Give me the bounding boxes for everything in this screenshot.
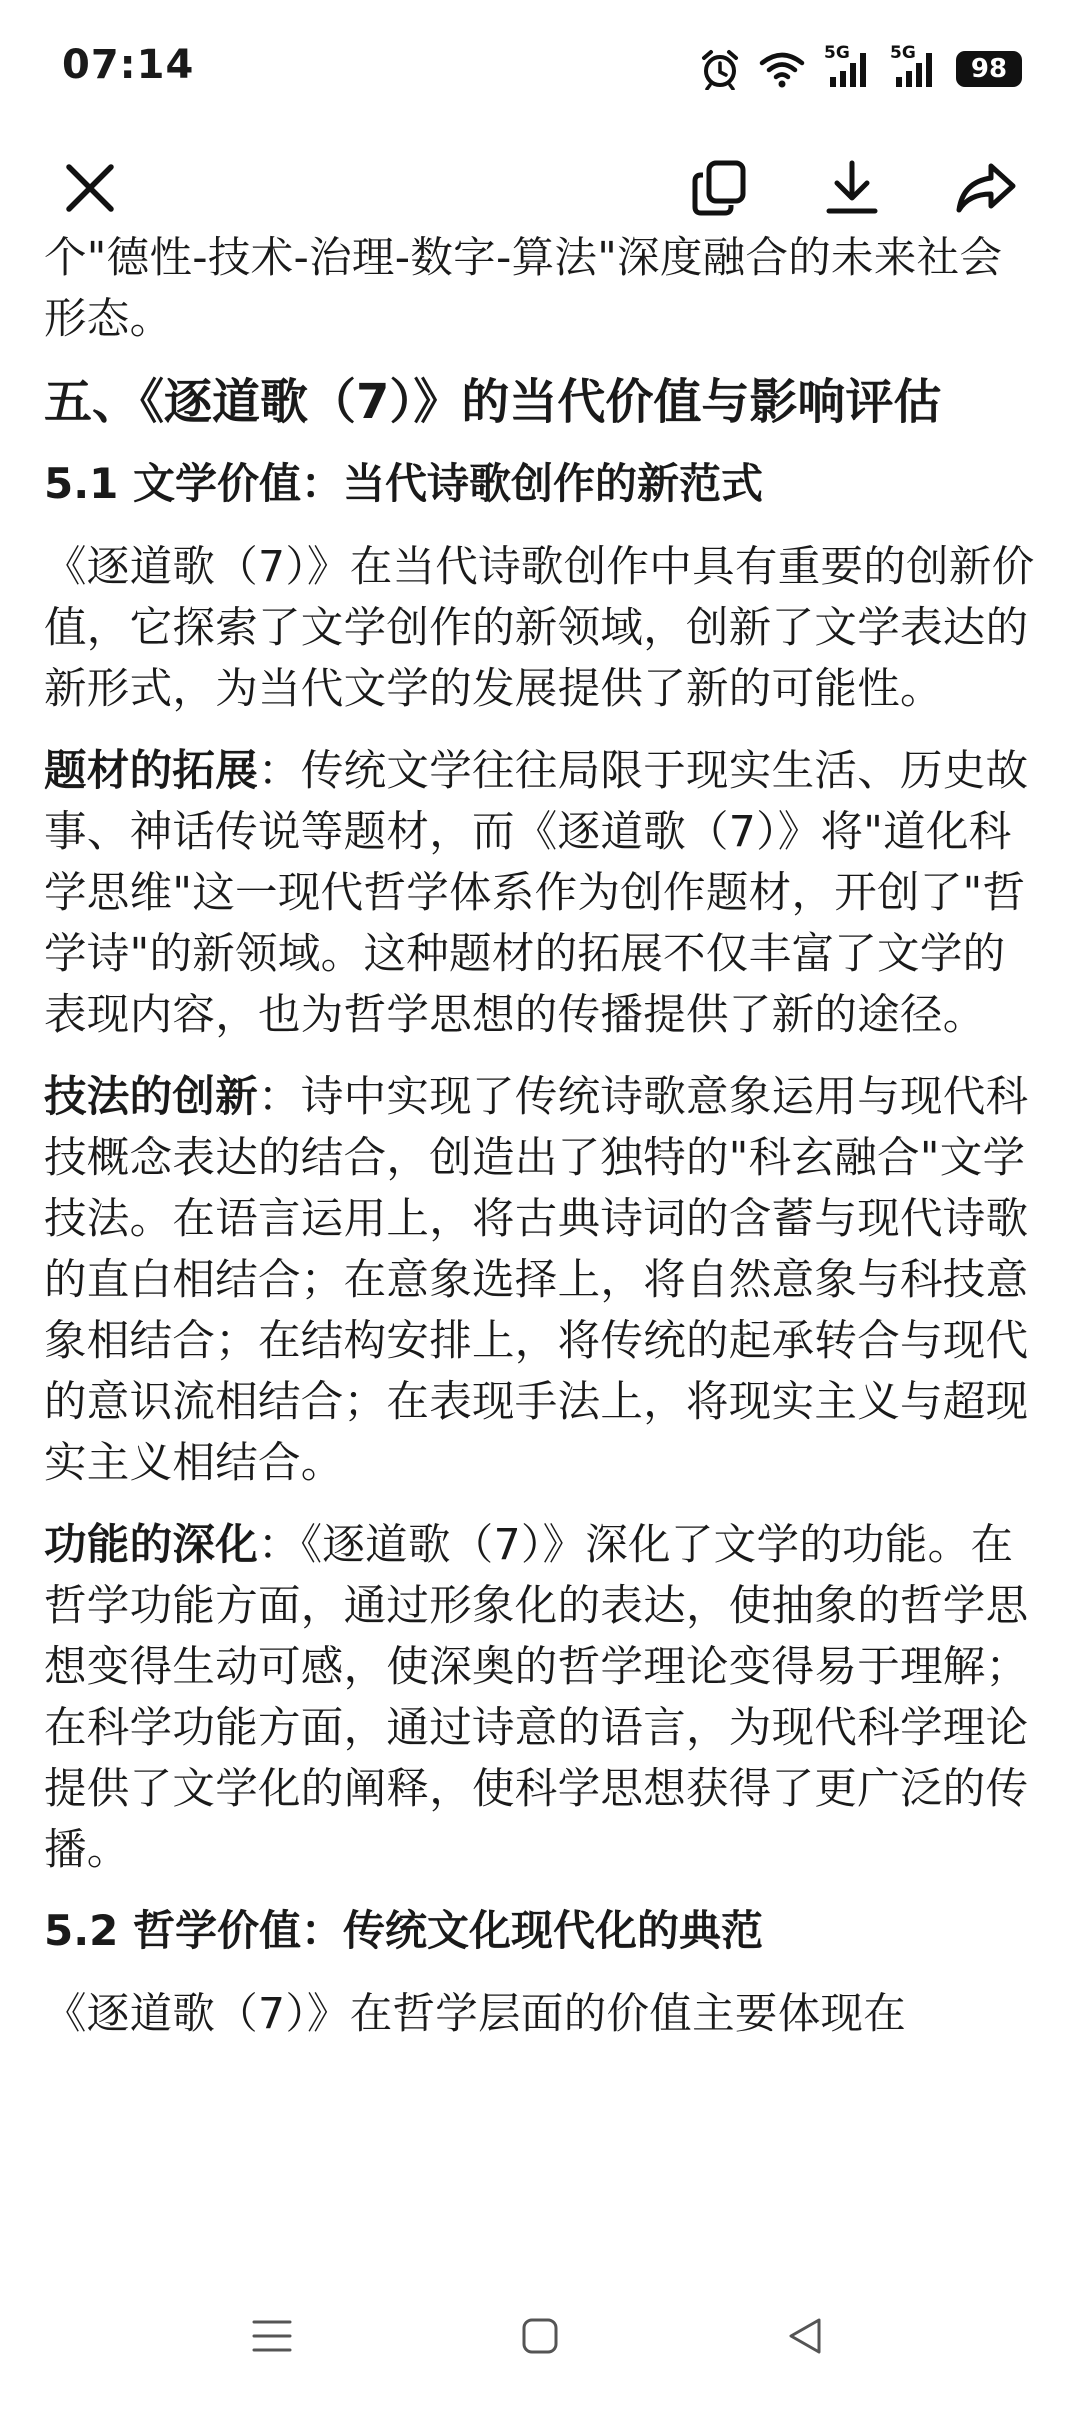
copy-button[interactable] [680,150,760,230]
paragraph-label: 题材的拓展 [44,747,259,796]
back-button[interactable] [770,2308,840,2368]
intro-paragraph-tail: 个"德性-技术-治理-数字-算法"深度融合的未来社会形态。 [44,234,1003,344]
home-button[interactable] [505,2308,575,2368]
download-button[interactable] [812,150,892,230]
close-button[interactable] [50,150,130,230]
close-icon [63,161,117,219]
share-button[interactable] [946,150,1026,230]
signal-icon-2 [890,43,938,91]
download-icon [823,159,881,221]
signal-label-1: 5G [824,43,850,63]
home-icon [520,2316,560,2360]
recent-apps-button[interactable] [237,2308,307,2368]
status-icons [700,43,1022,92]
paragraph-body: ：传统文学往往局限于现实生活、历史故事、神话传说等题材，而《逐道歌（7）》将"道化科学思维"这一现代哲学体系作为创作题材，开创了"哲学诗"的新领域。这种题材的拓展不仅丰富了文学的表现内容，也为哲学思想的传播提供了新的途径。 [44,747,1029,1040]
paragraph-label: 技法的创新 [44,1073,259,1122]
signal-icon-1 [824,43,872,91]
paragraph-label: 功能的深化 [44,1521,259,1570]
back-icon [785,2316,825,2360]
wifi-icon [758,49,806,89]
article-content [44,228,1040,2268]
signal-label-2: 5G [890,43,916,63]
section-heading-5: 五、《逐道歌（7）》的当代价值与影响评估 [44,374,942,430]
menu-icon [250,2316,294,2360]
subsection-heading-5-1: 5.1 文学价值：当代诗歌创作的新范式 [44,459,764,508]
copy-icon [691,159,749,221]
content-fade [0,2230,1080,2270]
navigation-bar [0,2268,1080,2412]
paragraph-literary-value: 《逐道歌（7）》在当代诗歌创作中具有重要的创新价值，它探索了文学创作的新领域，创新了文学表达的新形式，为当代文学的发展提供了新的可能性。 [44,543,1035,714]
alarm-icon [700,48,740,90]
battery-indicator: 98 [956,51,1022,87]
paragraph-technique-innovation [44,1067,1040,1494]
paragraph-philosophical-value: 《逐道歌（7）》在哲学层面的价值主要体现在 [44,1990,907,2039]
paragraph-theme-expansion [44,741,1040,1046]
status-time: 07:14 [62,42,195,88]
subsection-heading-5-2: 5.2 哲学价值：传统文化现代化的典范 [44,1906,764,1955]
status-bar [0,0,1080,140]
paragraph-function-deepening [44,1515,1040,1881]
share-icon [955,160,1017,220]
paragraph-body: ：《逐道歌（7）》深化了文学的功能。在哲学功能方面，通过形象化的表达，使抽象的哲学思想变得生动可感，使深奥的哲学理论变得易于理解；在科学功能方面，通过诗意的语言，为现代科学理论提供了文学化的阐释，使科学思想获得了更广泛的传播。 [44,1521,1029,1875]
paragraph-body: ：诗中实现了传统诗歌意象运用与现代科技概念表达的结合，创造出了独特的"科玄融合"文学技法。在语言运用上，将古典诗词的含蓄与现代诗歌的直白相结合；在意象选择上，将自然意象与科技意象相结合；在结构安排上，将传统的起承转合与现代的意识流相结合；在表现手法上，将现实主义与超现实主义相结合。 [44,1073,1029,1488]
